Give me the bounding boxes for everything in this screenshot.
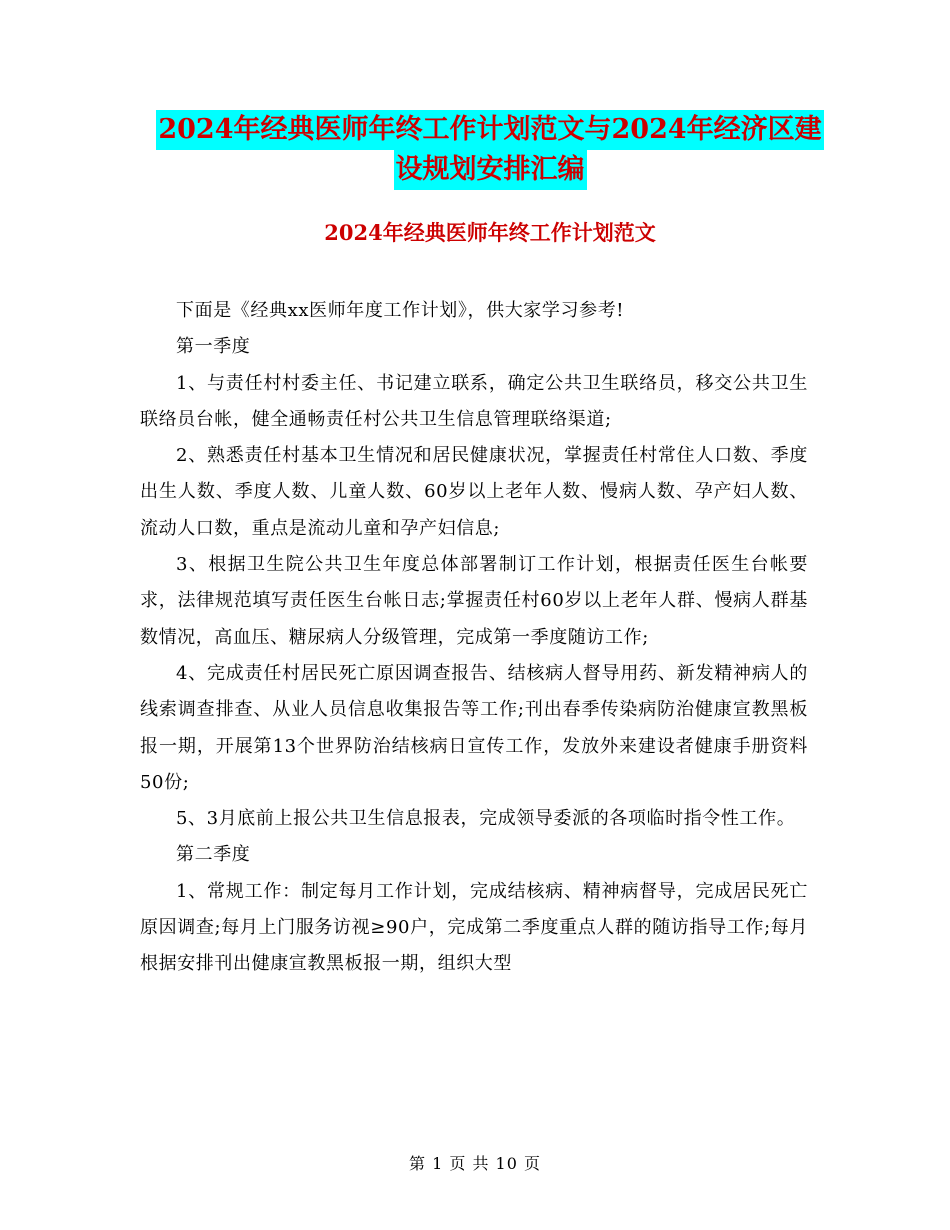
paragraph-q1-heading: 第一季度 — [176, 336, 251, 358]
document-title — [140, 110, 840, 190]
title-line-2: 设规划安排汇编 — [394, 150, 587, 190]
paragraph-q2-heading: 第二季度 — [176, 844, 251, 866]
document-body — [140, 293, 808, 983]
paragraph-q1-item-5: 5、3月底前上报公共卫生信息报表，完成领导委派的各项临时指令性工作。 — [176, 808, 796, 830]
paragraph-q1-item-3: 3、根据卫生院公共卫生年度总体部署制订工作计划，根据责任医生台帐要求，法律规范填写责任医生台帐日志;掌握责任村60岁以上老年人群、慢病人群基数情况，高血压、糖尿病人分级管理，完成第一季度随访工作; — [140, 554, 808, 648]
section-heading: 2024年经典医师年终工作计划范文 — [324, 220, 656, 245]
paragraph-q1-item-4: 4、完成责任村居民死亡原因调查报告、结核病人督导用药、新发精神病人的线索调查排查、从业人员信息收集报告等工作;刊出春季传染病防治健康宣教黑板报一期，开展第13个世界防治结核病日宣传工作，发放外来建设者健康手册资料50份; — [140, 662, 808, 793]
paragraph-intro: 下面是《经典xx医师年度工作计划》，供大家学习参考! — [176, 300, 625, 321]
paragraph-q2-item-1: 1、常规工作：制定每月工作计划，完成结核病、精神病督导，完成居民死亡原因调查;每月上门服务访视≥90户，完成第二季度重点人群的随访指导工作;每月根据安排刊出健康宣教黑板报一期，组织大型 — [140, 880, 808, 975]
paragraph-q1-item-2: 2、熟悉责任村基本卫生情况和居民健康状况，掌握责任村常住人口数、季度出生人数、季度人数、儿童人数、60岁以上老年人数、慢病人数、孕产妇人数、流动人口数，重点是流动儿童和孕产妇信息; — [140, 445, 808, 539]
page-footer: 第 1 页 共 10 页 — [409, 1154, 541, 1173]
paragraph-q1-item-1: 1、与责任村村委主任、书记建立联系，确定公共卫生联络员，移交公共卫生联络员台帐，健全通畅责任村公共卫生信息管理联络渠道; — [140, 372, 808, 430]
title-line-1: 2024年经典医师年终工作计划范文与2024年经济区建 — [156, 110, 823, 150]
